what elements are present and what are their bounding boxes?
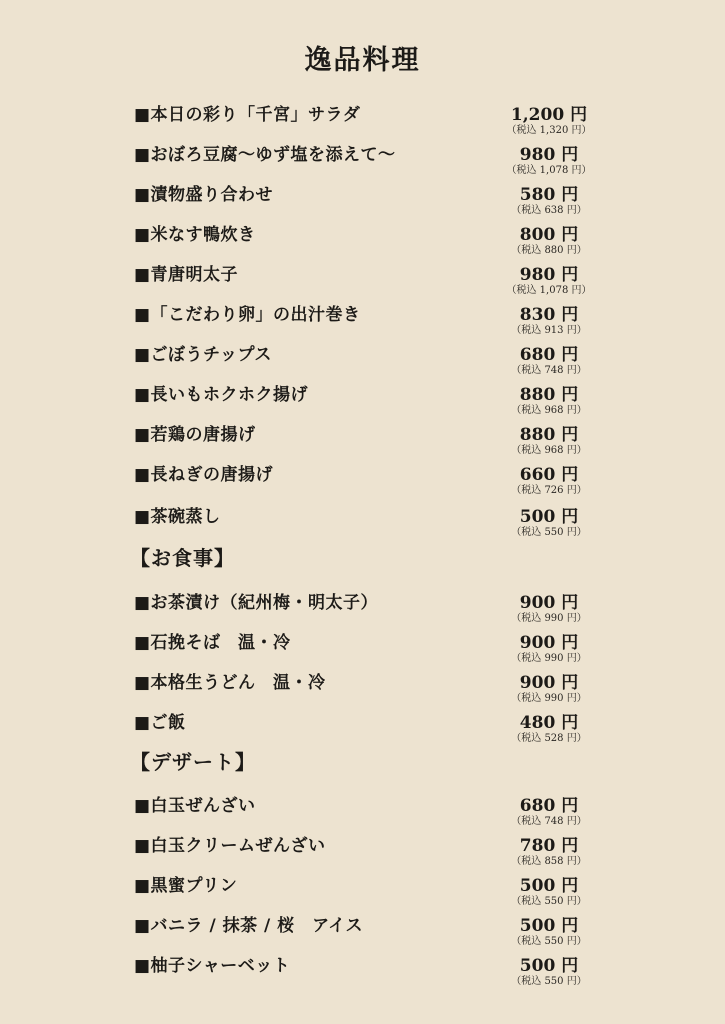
menu-item-name: ■茶碗蒸し (134, 507, 221, 527)
menu-item (134, 140, 592, 180)
menu-item-name: ■ごぼうチップス (134, 345, 272, 365)
menu-item (134, 628, 587, 668)
menu-item-price: 780 円 (519, 836, 579, 856)
menu-item-name: ■本日の彩り「千宮」サラダ (134, 105, 361, 125)
menu-item-price: 680 円 (519, 796, 579, 816)
menu-item (134, 420, 587, 460)
menu-item-tax-included-price: （税込 528 円） (511, 733, 587, 744)
menu-item-name: ■柚子シャーベット (134, 956, 291, 976)
menu-item (134, 502, 587, 542)
menu-item (134, 708, 587, 748)
menu-item (134, 460, 587, 500)
menu-item-name: ■長いもホクホク揚げ (134, 385, 309, 405)
menu-title: 逸品料理 (304, 45, 421, 76)
menu-item (134, 871, 587, 911)
menu-item (134, 911, 587, 951)
menu-item (134, 791, 587, 831)
menu-item-price: 800 円 (519, 225, 579, 245)
menu-item-tax-included-price: （税込 990 円） (511, 653, 587, 664)
menu-item-tax-included-price: （税込 990 円） (511, 613, 587, 624)
menu-item-tax-included-price: （税込 550 円） (511, 936, 587, 947)
menu-item-name: ■白玉ぜんざい (134, 796, 256, 816)
menu-item (134, 951, 587, 991)
menu-item-price: 680 円 (519, 345, 579, 365)
menu-item (134, 588, 587, 628)
menu-item-price: 500 円 (519, 956, 579, 976)
menu-item-name: ■青唐明太子 (134, 265, 239, 285)
menu-item-tax-included-price: （税込 726 円） (511, 485, 587, 496)
menu-item (134, 300, 587, 340)
menu-item-name: ■若鶏の唐揚げ (134, 425, 256, 445)
menu-item-price: 480 円 (519, 713, 579, 733)
menu-item-tax-included-price: （税込 638 円） (511, 205, 587, 216)
menu-item-tax-included-price: （税込 880 円） (511, 245, 587, 256)
menu-item-name: ■「こだわり卵」の出汁巻き (134, 305, 361, 325)
menu-item-price: 500 円 (519, 507, 579, 527)
menu-item-price: 580 円 (519, 185, 579, 205)
menu-item-price: 880 円 (519, 385, 579, 405)
menu-item-tax-included-price: （税込 968 円） (511, 445, 587, 456)
menu-item-tax-included-price: （税込 748 円） (511, 365, 587, 376)
meal-section-heading: 【お食事】 (130, 546, 235, 570)
menu-item-tax-included-price: （税込 550 円） (511, 976, 587, 987)
menu-item-price: 880 円 (519, 425, 579, 445)
dessert-section-heading: 【デザート】 (130, 750, 256, 774)
menu-item-tax-included-price: （税込 1,078 円） (506, 165, 592, 176)
menu-item-name: ■黒蜜プリン (134, 876, 238, 896)
menu-item-price: 900 円 (519, 593, 579, 613)
menu-item-price: 1,200 円 (510, 105, 588, 125)
menu-item-tax-included-price: （税込 748 円） (511, 816, 587, 827)
menu-item-name: ■漬物盛り合わせ (134, 185, 274, 205)
menu-item-name: ■お茶漬け（紀州梅・明太子） (134, 593, 379, 613)
menu-item-tax-included-price: （税込 968 円） (511, 405, 587, 416)
menu-item-price: 500 円 (519, 916, 579, 936)
menu-item (134, 340, 587, 380)
menu-item-name: ■おぼろ豆腐〜ゆず塩を添えて〜 (134, 145, 396, 165)
menu-item (134, 100, 592, 140)
menu-item (134, 180, 587, 220)
menu-item-tax-included-price: （税込 858 円） (511, 856, 587, 867)
menu-item-name: ■長ねぎの唐揚げ (134, 465, 274, 485)
menu-item-name: ■白玉クリームぜんざい (134, 836, 326, 856)
menu-item-tax-included-price: （税込 550 円） (511, 527, 587, 538)
menu-item (134, 831, 587, 871)
menu-item-price: 830 円 (519, 305, 579, 325)
menu-item-tax-included-price: （税込 990 円） (511, 693, 587, 704)
menu-item-tax-included-price: （税込 913 円） (511, 325, 587, 336)
menu-item-name: ■石挽そば 温・冷 (134, 633, 291, 653)
menu-item-price: 980 円 (519, 265, 579, 285)
menu-item-name: ■ご飯 (134, 713, 186, 733)
menu-item-price: 980 円 (519, 145, 579, 165)
menu-item-tax-included-price: （税込 550 円） (511, 896, 587, 907)
menu-item-name: ■米なす鴨炊き (134, 225, 256, 245)
menu-item-price: 900 円 (519, 673, 579, 693)
menu-item (134, 220, 587, 260)
menu-item-price: 900 円 (519, 633, 579, 653)
menu-item-tax-included-price: （税込 1,078 円） (506, 285, 592, 296)
menu-item-price: 660 円 (519, 465, 579, 485)
menu-item (134, 668, 587, 708)
menu-item-price: 500 円 (519, 876, 579, 896)
menu-item (134, 380, 587, 420)
menu-item (134, 260, 592, 300)
menu-item-name: ■バニラ / 抹茶 / 桜 アイス (134, 916, 363, 936)
menu-item-tax-included-price: （税込 1,320 円） (506, 125, 592, 136)
menu-item-name: ■本格生うどん 温・冷 (134, 673, 326, 693)
